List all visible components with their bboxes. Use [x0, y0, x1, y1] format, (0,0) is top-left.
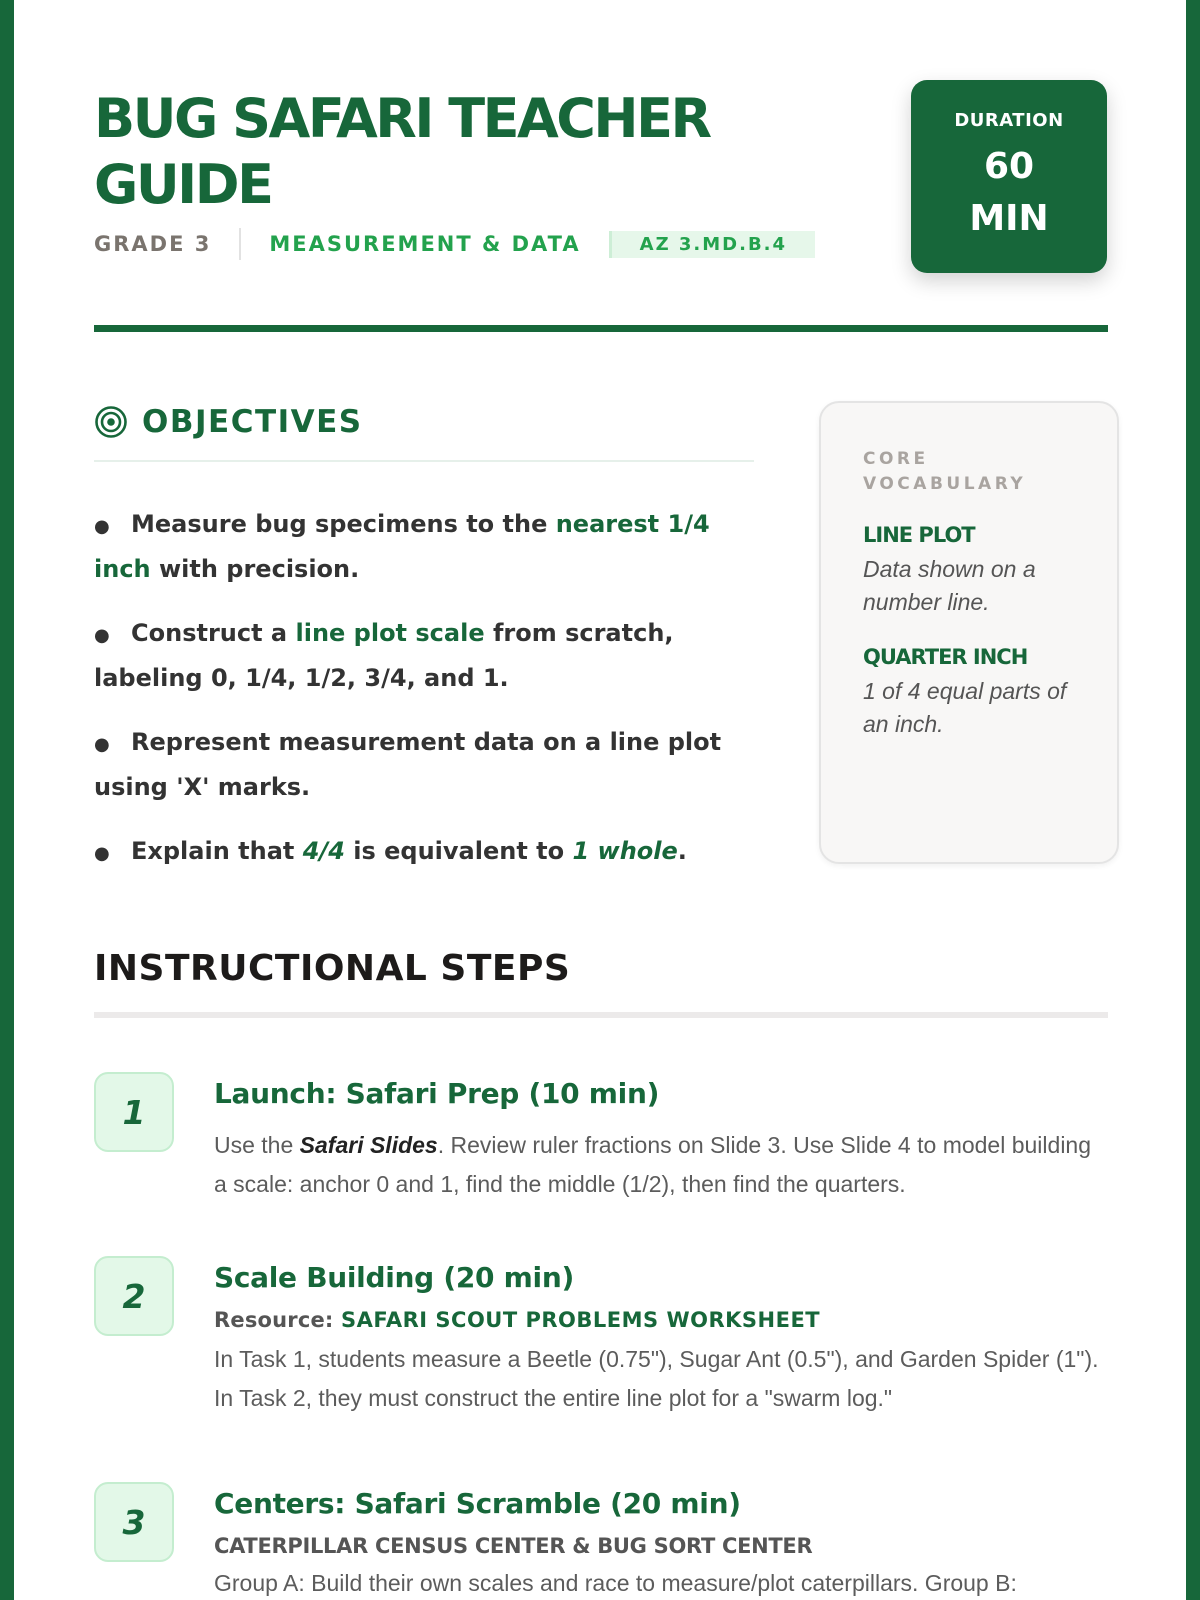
- objective-highlight: nearest 1/4 inch: [94, 510, 710, 583]
- list-item: [94, 721, 764, 809]
- objective-text: Construct a: [131, 619, 296, 647]
- objective-highlight-2: 1 whole: [572, 837, 678, 865]
- bullet-icon: ●: [94, 843, 110, 864]
- objectives-list: [94, 503, 764, 896]
- objective-text: Represent measurement data on a line plot using 'X' marks.: [94, 728, 722, 801]
- meta-row: [94, 226, 815, 262]
- bullet-icon: ●: [94, 516, 110, 537]
- header-divider: [94, 325, 1108, 332]
- step-description: Group A: Build their own scales and race to measure/plot caterpillars. Group B:: [214, 1570, 1017, 1596]
- objective-text-end: from scratch, labeling 0, 1/4, 1/2, 3/4, and 1.: [94, 619, 674, 692]
- bullet-icon: ●: [94, 734, 110, 755]
- step-title: Launch: Safari Prep (10 min): [214, 1077, 660, 1110]
- step-body: [214, 1256, 1108, 1418]
- vocab-term: QUARTER INCH: [863, 645, 1028, 669]
- duration-label: DURATION: [954, 110, 1064, 131]
- objective-highlight: 4/4: [302, 837, 345, 865]
- step-resource: [214, 1308, 1108, 1332]
- list-item: [94, 830, 764, 875]
- vocab-term: LINE PLOT: [863, 523, 975, 547]
- resource-name: SAFARI SCOUT PROBLEMS WORKSHEET: [341, 1308, 821, 1332]
- steps-heading: INSTRUCTIONAL STEPS: [94, 948, 571, 989]
- objectives-heading: [94, 404, 363, 440]
- meta-divider: [239, 228, 241, 260]
- step-body: [214, 1482, 1108, 1600]
- step-number: 2: [94, 1256, 174, 1336]
- steps-divider: [94, 1012, 1108, 1018]
- objective-text-end: with precision.: [150, 555, 360, 583]
- vocabulary-card: [819, 401, 1119, 864]
- grade-label: GRADE 3: [94, 232, 212, 256]
- list-item: [94, 612, 764, 700]
- vocab-definition: 1 of 4 equal parts of an inch.: [863, 678, 1067, 737]
- objectives-title: OBJECTIVES: [142, 404, 363, 440]
- step-number: 3: [94, 1482, 174, 1562]
- safari-slides-label: Safari Slides: [299, 1132, 438, 1158]
- standard-badge: AZ 3.MD.B.4: [609, 231, 815, 258]
- step-title: Centers: Safari Scramble (20 min): [214, 1487, 741, 1520]
- step-title: Scale Building (20 min): [214, 1261, 574, 1294]
- step-centers: CATERPILLAR CENSUS CENTER & BUG SORT CENTER: [214, 1534, 813, 1558]
- objective-text: Measure bug specimens to the: [131, 510, 556, 538]
- step-text: Use the: [214, 1132, 300, 1158]
- vocab-definition: Data shown on a number line.: [863, 556, 1036, 615]
- duration-card: [911, 80, 1107, 273]
- page-title: BUG SAFARI TEACHER GUIDE: [94, 87, 710, 216]
- vocabulary-label: CORE VOCABULARY: [863, 449, 1027, 494]
- document-page: [14, 0, 1186, 1600]
- step-number: 1: [94, 1072, 174, 1152]
- objective-text-middle: is equivalent to: [344, 837, 573, 865]
- duration-value: 60 MIN: [969, 146, 1049, 239]
- step-description: [214, 1126, 1108, 1204]
- step-text-end: . Review ruler fractions on Slide 3. Use Slide 4 to model building a scale: anchor 0 and 1, find the middle (1/2), then find the quarters.: [214, 1132, 1092, 1197]
- step-description: In Task 1, students measure a Beetle (0.75"), Sugar Ant (0.5"), and Garden Spider (1"). In Task 2, they must construct the entire line plot for a "swarm log.": [214, 1346, 1099, 1411]
- bullet-icon: ●: [94, 625, 110, 646]
- objectives-divider: [94, 460, 754, 462]
- objective-highlight: line plot scale: [295, 619, 485, 647]
- step-body: [214, 1072, 1108, 1204]
- objective-text-end: .: [677, 837, 687, 865]
- subject-label: MEASUREMENT & DATA: [269, 232, 581, 256]
- objective-text: Explain that: [131, 837, 303, 865]
- resource-label: Resource:: [214, 1308, 342, 1332]
- list-item: [94, 503, 764, 591]
- target-icon: [94, 405, 128, 439]
